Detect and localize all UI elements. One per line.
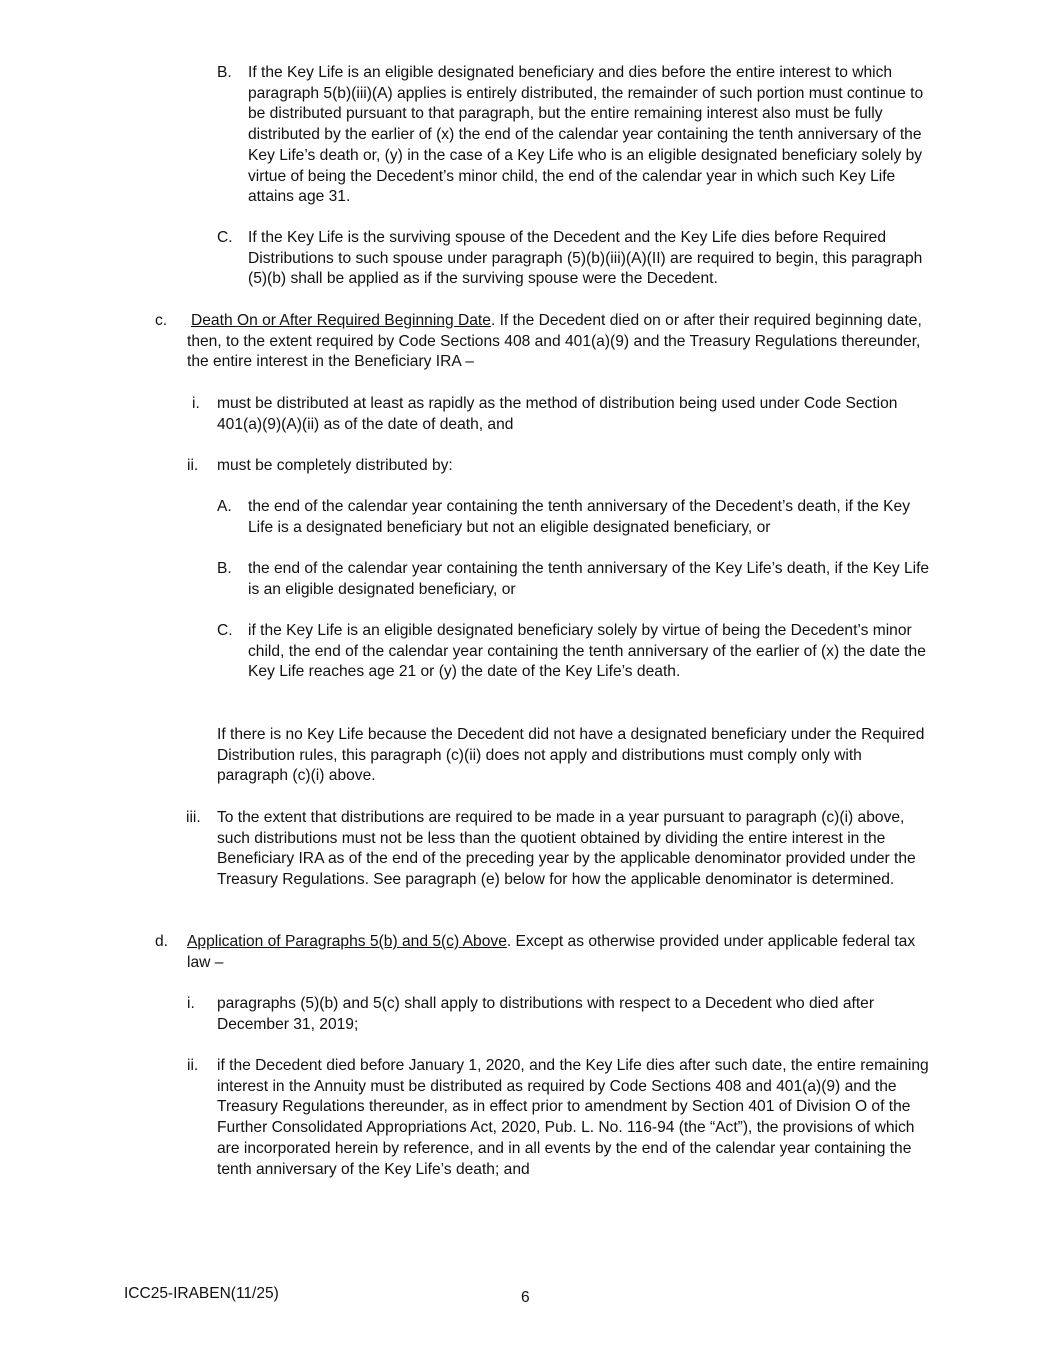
section-heading: Death On or After Required Beginning Date — [191, 312, 491, 329]
paragraph-5d — [155, 932, 935, 973]
paragraph-5c — [155, 311, 935, 373]
paragraph-label: i. — [187, 995, 195, 1012]
paragraph-label: B. — [217, 560, 232, 577]
paragraph-text: . Except as otherwise provided under applicable federal tax law – — [187, 933, 916, 971]
paragraph-label: ii. — [187, 1057, 199, 1074]
paragraph-label: c. — [155, 312, 168, 329]
paragraph-text: If there is no Key Life because the Decedent did not have a designated beneficiary under the Required Distribution rules, this paragraph (c)(ii) does not apply and distributions must comply only with paragraph (c)(i) above. — [217, 726, 925, 785]
paragraph-5c-ii-note — [217, 725, 935, 787]
paragraph-text: if the Key Life is an eligible designated beneficiary solely by virtue of being the Decedent’s minor child, the end of the calendar year containing the tenth anniversary of the earlier of (x) the date the Key Life reaches age 21 or (y) the date of the Key Life’s death. — [248, 622, 926, 681]
paragraph-label: d. — [155, 933, 169, 950]
paragraph-5c-iii — [186, 808, 935, 891]
paragraph-text: . If the Decedent died on or after their required beginning date, then, to the extent required by Code Sections 408 and 401(a)(9) and the Treasury Regulations thereunder, the entire interest in the Beneficiary IRA – — [187, 312, 922, 371]
paragraph-5c-ii — [187, 456, 935, 477]
paragraph-5c-ii-B — [217, 559, 935, 600]
paragraph-5b-iii-B — [217, 63, 935, 208]
paragraph-label: C. — [217, 622, 233, 639]
paragraph-label: B. — [217, 64, 232, 81]
paragraph-5c-i — [192, 394, 935, 435]
paragraph-text: If the Key Life is an eligible designated beneficiary and dies before the entire interest to which paragraph 5(b)(iii)(A) applies is entirely distributed, the remainder of such portion must continue to be distributed pursuant to that paragraph, but the entire remaining interest also must be fully distributed by the earlier of (x) the end of the calendar year containing the tenth anniversary of the Key Life’s death or, (y) in the case of a Key Life who is an eligible designated beneficiary solely by virtue of being the Decedent’s minor child, the end of the calendar year in which such Key Life attains age 31. — [248, 64, 924, 206]
paragraph-text: If the Key Life is the surviving spouse of the Decedent and the Key Life dies before Required Distributions to such spouse under paragraph (5)(b)(iii)(A)(II) are required to begin, this paragraph (5)(b) shall be applied as if the surviving spouse were the Decedent. — [248, 229, 923, 288]
paragraph-text: must be completely distributed by: — [217, 457, 453, 474]
paragraph-text: To the extent that distributions are required to be made in a year pursuant to paragraph (c)(i) above, such distributions must not be less than the quotient obtained by dividing the entire interest in the Beneficiary IRA as of the end of the preceding year by the applicable denominator provided under the Treasury Regulations. See paragraph (e) below for how the applicable denominator is determined. — [217, 809, 916, 889]
paragraph-text: paragraphs (5)(b) and 5(c) shall apply to distributions with respect to a Decedent who died after December 31, 2019; — [217, 995, 875, 1033]
form-id: ICC25-IRABEN(11/25) — [124, 1285, 279, 1302]
paragraph-text: the end of the calendar year containing the tenth anniversary of the Decedent’s death, if the Key Life is a designated beneficiary but not an eligible designated beneficiary, or — [248, 498, 911, 536]
paragraph-text: if the Decedent died before January 1, 2020, and the Key Life dies after such date, the entire remaining interest in the Annuity must be distributed as required by Code Sections 408 and 401(a)(9) and the Treasury Regulations thereunder, as in effect prior to amendment by Section 401 of Division O of the Further Consolidated Appropriations Act, 2020, Pub. L. No. 116-94 (the “Act”), the provisions of which are incorporated herein by reference, and in all events by the end of the calendar year containing the tenth anniversary of the Key Life’s death; and — [217, 1057, 929, 1178]
paragraph-5d-i — [187, 994, 935, 1035]
paragraph-label: ii. — [187, 457, 199, 474]
paragraph-5c-ii-A — [217, 497, 935, 538]
paragraph-text: the end of the calendar year containing the tenth anniversary of the Key Life’s death, if the Key Life is an eligible designated beneficiary, or — [248, 560, 930, 598]
paragraph-text: must be distributed at least as rapidly as the method of distribution being used under Code Section 401(a)(9)(A)(ii) as of the date of death, and — [217, 395, 898, 433]
paragraph-5d-ii — [187, 1056, 935, 1180]
paragraph-label: i. — [192, 395, 200, 412]
paragraph-5c-ii-C — [217, 621, 935, 683]
paragraph-label: C. — [217, 229, 233, 246]
page-number: 6 — [521, 1289, 530, 1306]
section-heading: Application of Paragraphs 5(b) and 5(c) Above — [187, 933, 507, 950]
paragraph-label: A. — [217, 498, 232, 515]
paragraph-label: iii. — [186, 809, 201, 826]
paragraph-5b-iii-C — [217, 228, 935, 290]
